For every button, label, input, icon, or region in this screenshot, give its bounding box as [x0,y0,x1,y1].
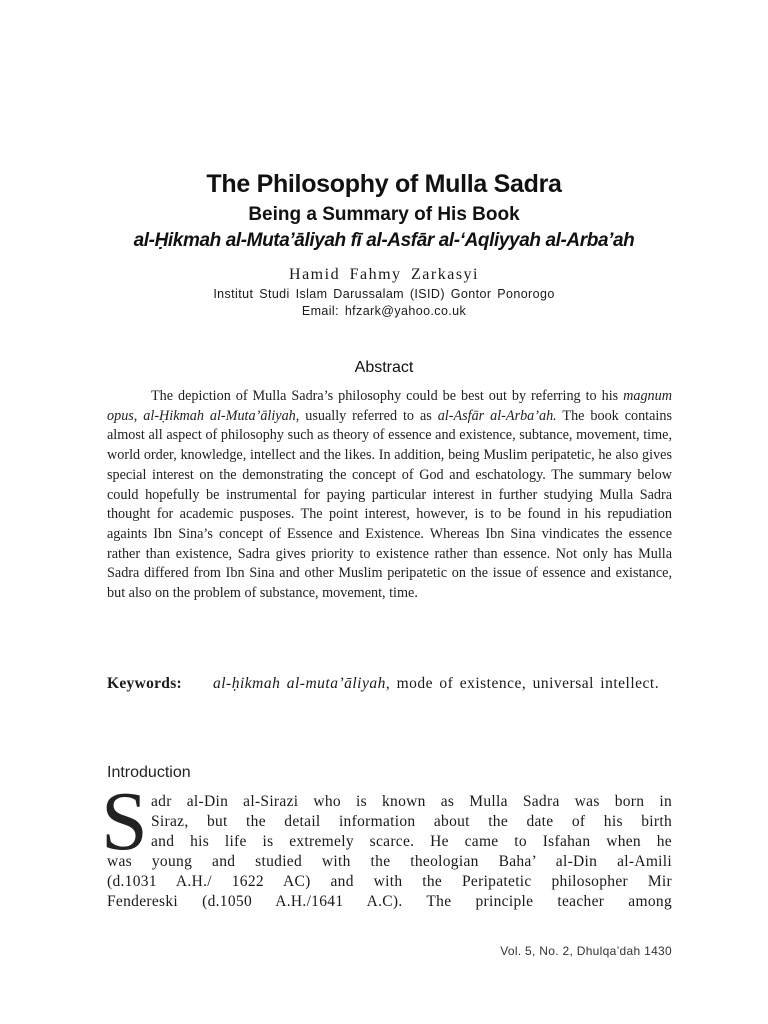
keyword-italic: al-ḥikmah al-muta’āliyah [213,675,386,692]
author-email: Email: hfzark@yahoo.co.uk [301,304,467,318]
introduction-heading: Introduction [107,764,191,781]
article-subtitle: Being a Summary of His Book [248,204,520,225]
abstract-body [107,387,672,604]
page-footer: Vol. 5, No. 2, Dhulqa’dah 1430 [500,944,672,958]
keywords-block [107,673,672,694]
introduction-body [107,792,672,912]
intro-line: (d.1031 A.H./ 1622 AC) and with the Peripatetic philosopher Mir [107,873,672,890]
article-title: The Philosophy of Mulla Sadra [206,170,562,198]
keyword-rest: , mode of existence, universal intellect. [385,675,660,692]
intro-line: Siraz, but the detail information about the date of his birth [151,813,672,830]
author-affiliation: Institut Studi Islam Darussalam (ISID) Gontor Ponorogo [213,287,555,301]
abstract-text-3: The book contains almost all aspect of philosophy such as theory of essence and existence, subtance, movement, time, world order, knowledge, intellect and the likes. In addition, being Muslim peripatetic, he also gives special interest on the demonstrating the concept of God and eschatology. The summary below could hopefully be instrumental for paying particular interest in further studying Mulla Sadra thought for academic pusposes. The point interest, however, is to be found in his repudiation againts Ibn Sina’s concept of Essence and Existence. Whereas Ibn Sina vindicates the essence rather than existence, Sadra gives priority to existence rather than essence. Not only has Mulla Sadra differed from Ibn Sina and other Muslim peripatetic on the issue of essence and existance, but also on the problem of substance, movement, time. [107,407,672,602]
abstract-italic-1: magnum opus, al-Ḥikmah al-Muta’āliyah, [107,388,672,424]
title-block [60,168,708,320]
abstract-text-2: usually referred to as [299,407,438,424]
intro-line: and his life is extremely scarce. He came to Isfahan when he [151,833,672,850]
drop-cap: S [101,775,148,868]
intro-line: was young and studied with the theologian Baha’ al-Din al-Amili [107,853,672,870]
keywords-label: Keywords: [107,675,183,692]
book-title: al-Ḥikmah al-Muta’āliyah fī al-Asfār al-‘Aqliyyah al-Arba’ah [133,230,635,251]
author-name: Hamid Fahmy Zarkasyi [289,266,479,283]
intro-line: adr al-Din al-Sirazi who is known as Mulla Sadra was born in [151,793,672,810]
keywords-list [213,673,672,694]
intro-line: Fendereski (d.1050 A.H./1641 A.C). The principle teacher among [107,893,672,910]
abstract-text-1: The depiction of Mulla Sadra’s philosophy could be best out by referring to his [151,388,624,404]
abstract-italic-2: al-Asfār al-Arba’ah. [437,407,557,424]
abstract-heading: Abstract [354,359,414,376]
